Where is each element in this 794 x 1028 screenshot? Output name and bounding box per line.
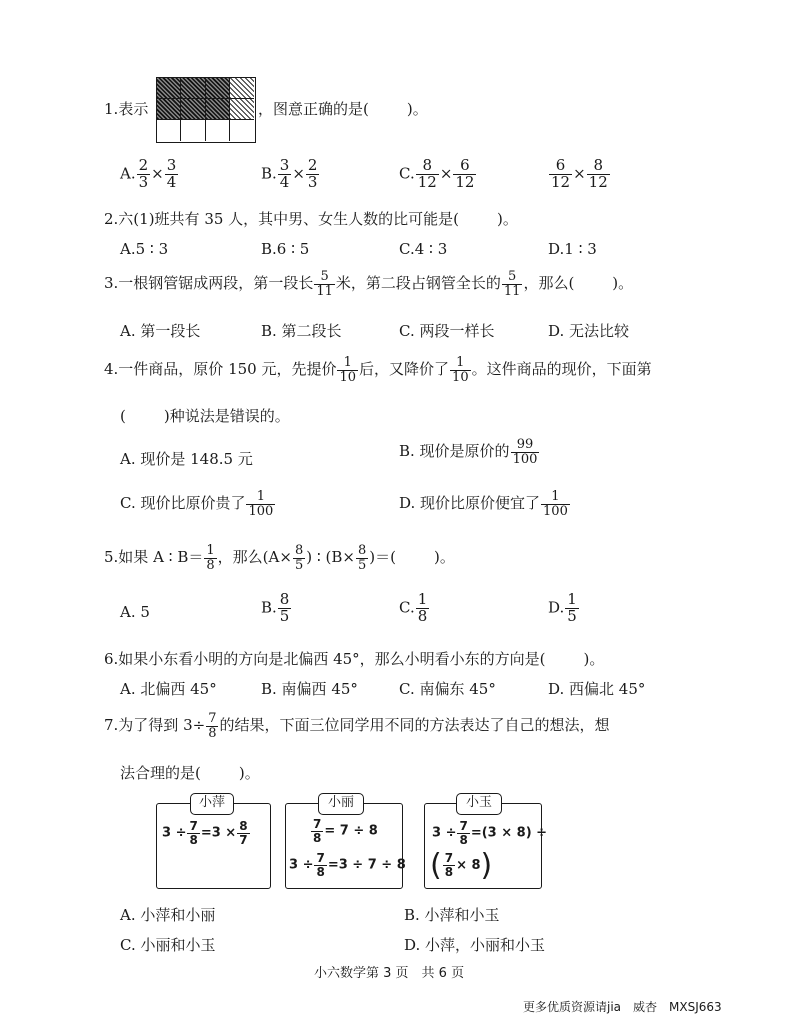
q4-option-d[interactable]: D. 现价比原价便宜了 $\frac{1}{100}$: [399, 489, 568, 519]
q6-option-d[interactable]: D. 西偏北 45°: [548, 680, 646, 698]
grid-cell: [181, 99, 205, 120]
q1-option-a[interactable]: A. $\frac{2}{3}$ × $\frac{3}{4}$: [120, 156, 177, 191]
q3-option-a[interactable]: A. 第一段长: [120, 322, 201, 340]
q6-option-b[interactable]: B. 南偏西 45°: [261, 680, 358, 698]
q7-option-d[interactable]: D. 小萍，小丽和小玉: [404, 936, 546, 954]
card-xiaoli-name: 小丽: [318, 793, 364, 815]
q4-option-a[interactable]: A. 现价是 148.5 元: [120, 450, 253, 468]
q7-option-c[interactable]: C. 小丽和小玉: [120, 936, 216, 954]
q6-option-c[interactable]: C. 南偏东 45°: [399, 680, 496, 698]
q5-option-c[interactable]: C. $\frac{1}{8}$: [399, 590, 428, 625]
q7-stem: 7.为了得到 3÷ $\frac{7}{8}$ 的结果，下面三位同学用不同的方法表达了自己的想法，想: [104, 711, 610, 741]
grid-cell: [157, 120, 181, 141]
q4-stem-line2: ( )种说法是错误的。: [120, 407, 290, 425]
card-xiaoping-equation: 3 ÷ $\frac{7}{8}$ =3 × $\frac{8}{7}$: [162, 819, 248, 847]
card-xiaoping-name: 小萍: [190, 793, 234, 815]
q3-option-d[interactable]: D. 无法比较: [548, 322, 630, 340]
card-xiaoli-equation-1: $\frac{7}{8}$ = 7 ÷ 8: [313, 817, 378, 845]
q4-option-b[interactable]: B. 现价是原价的 $\frac{99}{100}$: [399, 437, 538, 467]
grid-cell: [181, 78, 205, 99]
grid-cell: [230, 120, 254, 141]
q5-option-a[interactable]: A. 5: [120, 603, 150, 621]
q6-stem: 6.如果小东看小明的方向是北偏西 45°，那么小明看小东的方向是( )。: [104, 650, 605, 668]
grid-cell: [206, 99, 230, 120]
grid-cell: [230, 99, 254, 120]
q5-option-d[interactable]: D. $\frac{1}{5}$: [548, 590, 577, 625]
grid-cell: [206, 78, 230, 99]
q7-option-b[interactable]: B. 小萍和小玉: [404, 906, 500, 924]
card-xiaoyu-equation-1: 3 ÷ $\frac{7}{8}$ =(3 × 8) ÷: [432, 819, 548, 847]
grid-cell: [157, 78, 181, 99]
q1-option-b[interactable]: B. $\frac{3}{4}$ × $\frac{2}{3}$: [261, 156, 318, 191]
card-xiaoyu-name: 小玉: [456, 793, 502, 815]
watermark-text: 更多优质资源请jia 威杏 MXSJ663: [523, 1000, 722, 1014]
q2-option-a[interactable]: A.5 ∶ 3: [120, 240, 169, 258]
q6-option-a[interactable]: A. 北偏西 45°: [120, 680, 217, 698]
q2-option-c[interactable]: C.4 ∶ 3: [399, 240, 448, 258]
grid-cell: [181, 120, 205, 141]
card-xiaoli-equation-2: 3 ÷ $\frac{7}{8}$ =3 ÷ 7 ÷ 8: [289, 851, 406, 879]
q1-option-c[interactable]: C. $\frac{8}{12}$ × $\frac{6}{12}$: [399, 156, 475, 191]
q3-option-b[interactable]: B. 第二段长: [261, 322, 342, 340]
q4-option-c[interactable]: C. 现价比原价贵了 $\frac{1}{100}$: [120, 489, 274, 519]
grid-cell: [206, 120, 230, 141]
q1-fraction-grid-figure: [156, 77, 256, 143]
q5-option-b[interactable]: B. $\frac{8}{5}$: [261, 590, 290, 625]
q1-stem: 1.表示: [104, 100, 149, 118]
q2-option-b[interactable]: B.6 ∶ 5: [261, 240, 310, 258]
q1-question: ，图意正确的是( )。: [258, 100, 428, 118]
q1-option-d[interactable]: $\frac{6}{12}$ × $\frac{8}{12}$: [551, 156, 608, 191]
q3-stem: 3.一根钢管锯成两段，第一段长 $\frac{5}{11}$ 米，第二段占钢管全长的 $\frac{5}{11}$ ，那么( )。: [104, 269, 634, 299]
page-footer: 小六数学第 3 页 共 6 页: [314, 966, 465, 981]
q2-stem: 2.六(1)班共有 35 人，其中男、女生人数的比可能是( )。: [104, 210, 518, 228]
q7-option-a[interactable]: A. 小萍和小丽: [120, 906, 216, 924]
grid-cell: [230, 78, 254, 99]
q5-stem: 5.如果 A ∶ B＝ $\frac{1}{8}$ ，那么(A× $\frac{8}{5}$ ) ∶ (B× $\frac{8}{5}$ )＝( )。: [104, 543, 455, 573]
grid-cell: [157, 99, 181, 120]
q3-option-c[interactable]: C. 两段一样长: [399, 322, 495, 340]
q4-stem: 4.一件商品，原价 150 元，先提价 $\frac{1}{10}$ 后，又降价了 $\frac{1}{10}$ 。这件商品的现价，下面第: [104, 355, 652, 385]
card-xiaoyu-equation-2: ( $\frac{7}{8}$ × 8): [430, 848, 493, 883]
q7-stem-line2: 法合理的是( )。: [120, 764, 260, 782]
q2-option-d[interactable]: D.1 ∶ 3: [548, 240, 597, 258]
